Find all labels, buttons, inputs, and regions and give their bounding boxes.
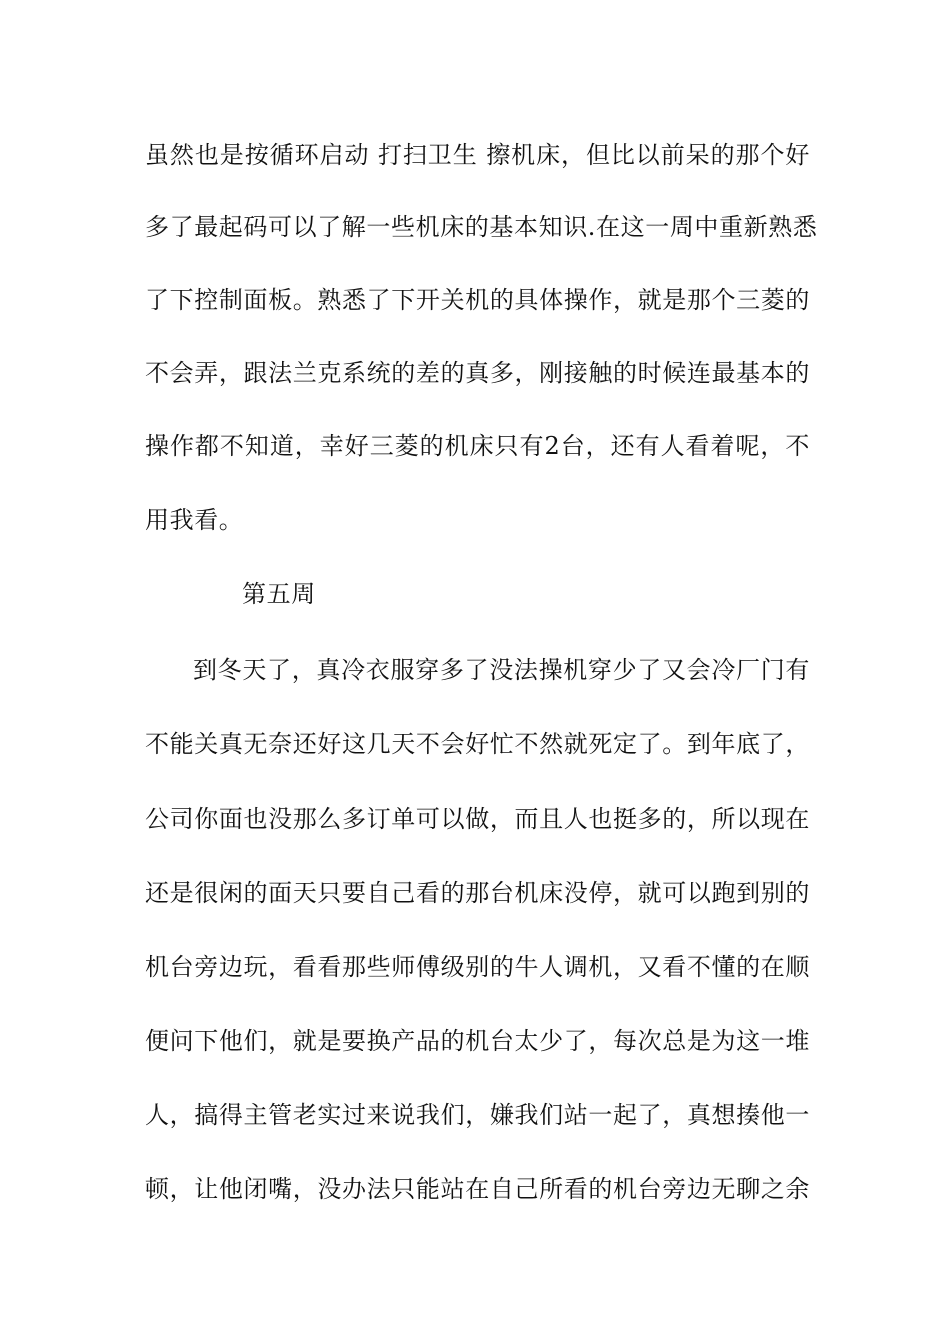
text-line: 用我看。 bbox=[145, 506, 244, 534]
text-line: 便问下他们，就是要换产品的机台太少了，每次总是为这一堆 bbox=[145, 1027, 810, 1055]
section-heading: 第五周 bbox=[242, 580, 316, 608]
text-line: 多了最起码可以了解一些机床的基本知识.在这一周中重新熟悉 bbox=[145, 213, 818, 241]
text-line: 公司你面也没那么多订单可以做，而且人也挺多的，所以现在 bbox=[145, 805, 810, 833]
text-line: 了下控制面板。熟悉了下开关机的具体操作，就是那个三菱的 bbox=[145, 286, 810, 314]
text-line: 到冬天了，真冷衣服穿多了没法操机穿少了又会冷厂门有 bbox=[193, 656, 810, 684]
text-line: 顿，让他闭嘴，没办法只能站在自己所看的机台旁边无聊之余 bbox=[145, 1175, 810, 1203]
text-line: 还是很闲的面天只要自己看的那台机床没停，就可以跑到别的 bbox=[145, 879, 810, 907]
text-line: 机台旁边玩，看看那些师傅级别的牛人调机，又看不懂的在顺 bbox=[145, 953, 810, 981]
text-line: 操作都不知道，幸好三菱的机床只有2台，还有人看着呢，不 bbox=[145, 432, 810, 460]
text-line: 人，搞得主管老实过来说我们，嫌我们站一起了，真想揍他一 bbox=[145, 1101, 810, 1129]
text-line: 不会弄，跟法兰克系统的差的真多，刚接触的时候连最基本的 bbox=[145, 359, 810, 387]
text-line: 虽然也是按循环启动 打扫卫生 擦机床，但比以前呆的那个好 bbox=[145, 141, 810, 169]
text-line: 不能关真无奈还好这几天不会好忙不然就死定了。到年底了， bbox=[145, 730, 810, 758]
